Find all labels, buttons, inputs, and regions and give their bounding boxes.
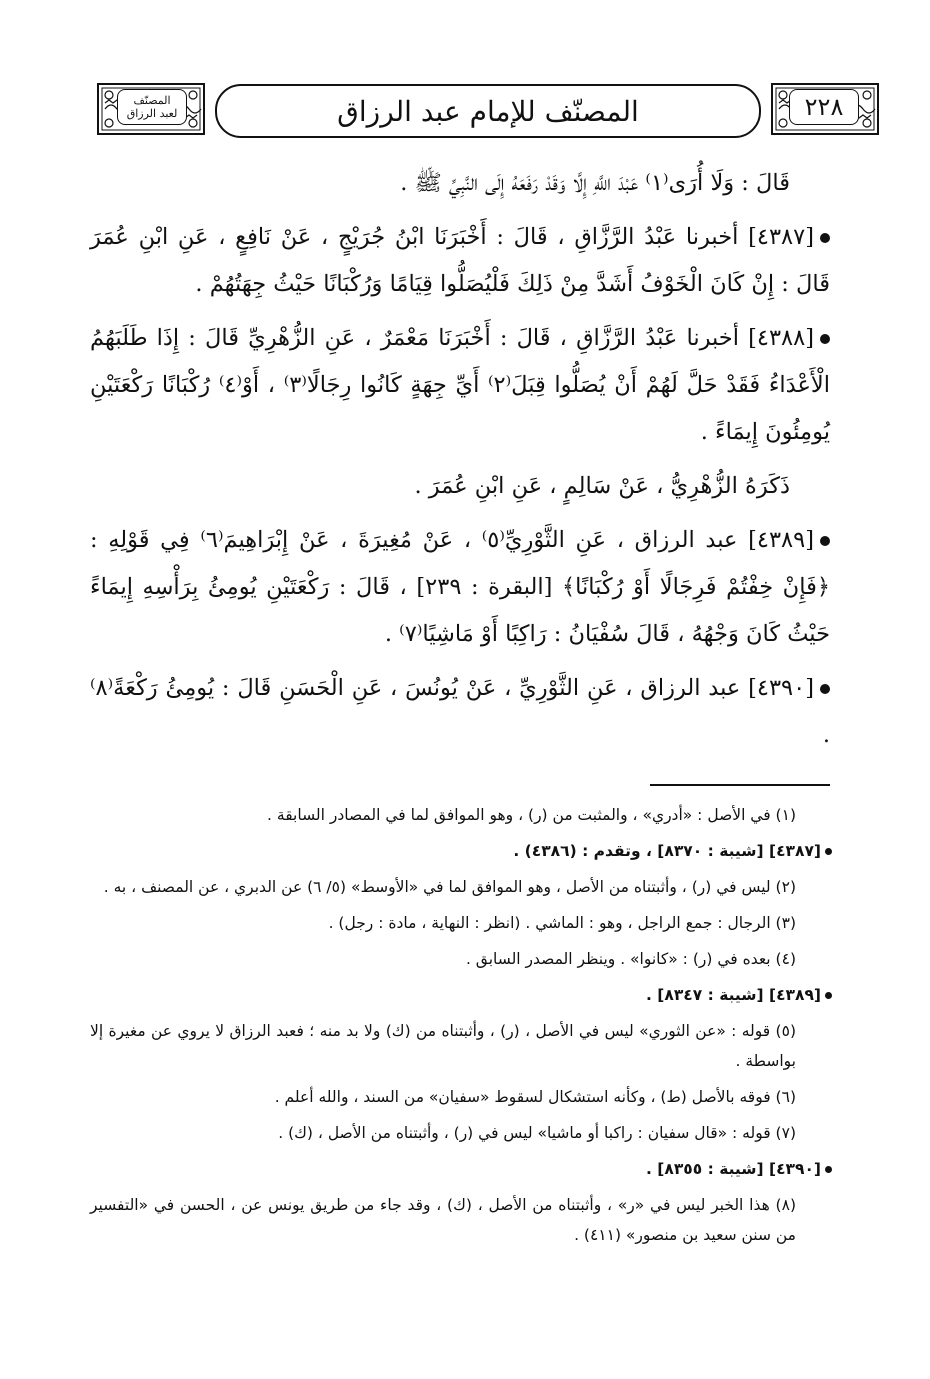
bullet-icon <box>820 233 830 243</box>
bullet-icon <box>820 334 830 344</box>
source-note-4389-text: [٤٣٨٩] [شيبة : ٨٣٤٧] . <box>645 986 821 1004</box>
bullet-icon <box>820 684 830 694</box>
hadith-4389-text: [٤٣٨٩] عبد الرزاق ، عَنِ الثَّوْرِيِّ⁽٥⁾ ، عَنْ مُغِيرَةَ ، عَنْ إِبْرَاهِيمَ⁽٦⁾ فِي قَوْلِهِ : ﴿فَإِنْ خِفْتُمْ فَرِجَالًا أَوْ رُكْبَانًا﴾ [البقرة : ٢٣٩] ، قَالَ : رَكْعَتَيْنِ يُومِئُ بِرَأْسِهِ إِيمَاءً حَيْثُ كَانَ وَجْهُهُ ، قَالَ سُفْيَانُ : رَاكِبًا أَوْ مَاشِيًا⁽٧⁾ . <box>90 527 831 647</box>
footnote-4: (٤) بعده في (ر) : «كانوا» . وينظر المصدر السابق . <box>465 950 796 968</box>
footnote-3: (٣) الرجال : جمع الراجل ، وهو : الماشي . (انظر : النهاية ، مادة : رجل) . <box>328 914 796 932</box>
footnote-2: (٢) ليس في (ر) ، وأثبتناه من الأصل ، وهو الموافق لما في «الأوسط» (٥/ ٦) عن الدبري ، عن المصنف ، به . <box>103 878 796 896</box>
page-number: ٢٢٨ <box>789 89 859 125</box>
main-text <box>90 160 830 766</box>
hadith-4390-text: [٤٣٩٠] عبد الرزاق ، عَنِ الثَّوْرِيِّ ، عَنْ يُونُسَ ، عَنِ الْحَسَنِ قَالَ : يُومِئُ رَكْعَةً⁽٨⁾ . <box>90 675 830 748</box>
corner-title-line1: المصنّف <box>133 94 171 107</box>
hadith-4388-note: ذَكَرَهُ الزُّهْرِيُّ ، عَنْ سَالِمٍ ، عَنِ ابْنِ عُمَرَ . <box>414 473 790 499</box>
hadith-4388-text: [٤٣٨٨] أخبرنا عَبْدُ الرَّزَّاقِ ، قَالَ : أَخْبَرَنَا مَعْمَرٌ ، عَنِ الزُّهْرِيِّ قَالَ : إِذَا طَلَبَهُمُ الْأَعْدَاءُ فَقَدْ حَلَّ لَهُمْ أَنْ يُصَلُّوا قِبَلَ⁽٢⁾ أَيِّ جِهَةٍ كَانُوا رِجَالًا⁽٣⁾ ، أَوْ⁽٤⁾ رُكْبَانًا رَكْعَتَيْنِ يُومِئُونَ إِيمَاءً . <box>90 325 830 445</box>
footnote-5: (٥) قوله : «عن الثوري» ليس في الأصل ، (ر) ، وأثبتناه من (ك) ولا بد منه ؛ فعبد الرزاق لا يروي عن مغيرة إلا بواسطة . <box>90 1022 796 1070</box>
corner-title-line2: لعبد الرزاق <box>126 107 178 120</box>
hadith-4388 <box>90 315 830 456</box>
corner-title-badge <box>117 89 187 125</box>
footnote-7: (٧) قوله : «قال سفيان : راكبا أو ماشيا» ليس في (ر) ، وأثبتناه من الأصل ، (ك) . <box>278 1124 796 1142</box>
source-note-4390-text: [٤٣٩٠] [شيبة : ٨٣٥٥] . <box>645 1160 821 1178</box>
source-note-4387-text: [٤٣٨٧] [شيبة : ٨٣٧٠] ، وتقدم : (٤٣٨٦) . <box>513 842 821 860</box>
bullet-icon <box>825 848 832 855</box>
footnote-1: (١) في الأصل : «أدري» ، والمثبت من (ر) ، وهو الموافق لما في المصادر السابقة . <box>267 806 796 824</box>
source-note-4389 <box>90 980 832 1010</box>
footnote-divider <box>650 784 830 786</box>
bullet-icon <box>825 1166 832 1173</box>
footnote-8: (٨) هذا الخبر ليس في «ر» ، وأثبتناه من الأصل ، (ك) ، وقد جاء من طريق يونس عن ، الحسن في «التفسير من سنن سعيد بن منصور» (٤١١) . <box>90 1196 796 1244</box>
hadith-4387-text: [٤٣٨٧] أخبرنا عَبْدُ الرَّزَّاقِ ، قَالَ : أَخْبَرَنَا ابْنُ جُرَيْجٍ ، عَنْ نَافِعٍ ، عَنِ ابْنِ عُمَرَ قَالَ : إِنْ كَانَ الْخَوْفُ أَشَدَّ مِنْ ذَلِكَ فَلْيُصَلُّوا قِيَامًا وَرُكْبَانًا حَيْثُ جِهَتُهُمْ . <box>90 224 830 297</box>
source-note-4387 <box>90 836 832 866</box>
hadith-4387 <box>90 214 830 308</box>
page-header <box>97 80 879 138</box>
footnotes <box>90 800 832 1256</box>
source-note-4390 <box>90 1154 832 1184</box>
running-title-frame <box>215 84 761 138</box>
bullet-icon <box>825 992 832 999</box>
bullet-icon <box>820 536 830 546</box>
hadith-4389 <box>90 517 830 658</box>
paragraph-continuation: قَالَ : وَلَا أُرَى⁽١⁾ عَبْدَ اللَّهِ إِلَّا وَقَدْ رَفَعَهُ إِلَى النَّبِيِّ ﷺ . <box>400 170 790 196</box>
hadith-4390 <box>90 665 830 759</box>
running-title: المصنّف للإمام عبد الرزاق <box>337 94 639 128</box>
footnote-6: (٦) فوقه بالأصل (ط) ، وكأنه استشكال لسقوط «سفيان» من السند ، والله أعلم . <box>274 1088 796 1106</box>
